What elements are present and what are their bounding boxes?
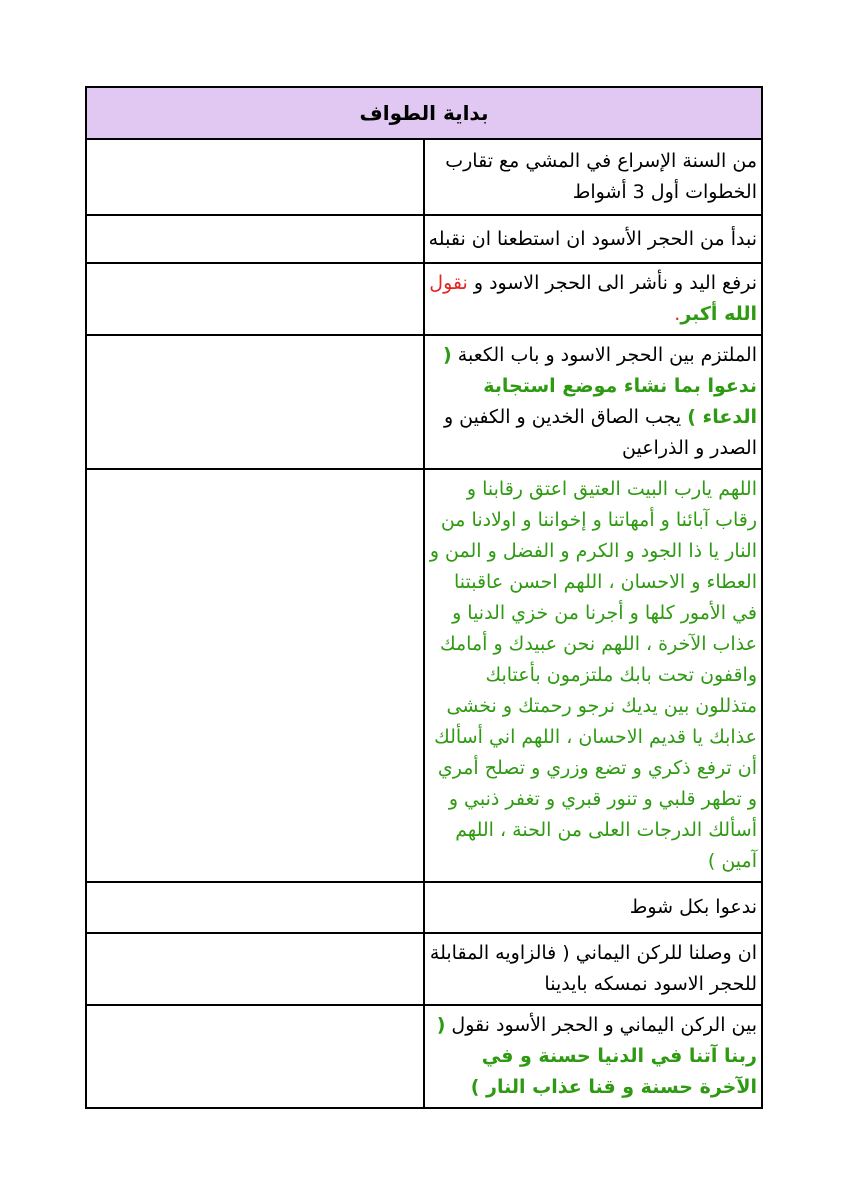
row-text: [424, 1005, 762, 1108]
empty-cell: [86, 469, 424, 882]
table-row: [86, 139, 762, 215]
row-text: ندعوا بكل شوط: [424, 882, 762, 933]
row-text: نبدأ من الحجر الأسود ان استطعنا ان نقبله: [424, 215, 762, 263]
dua-text: اللهم يارب البيت العتيق اعتق رقابنا و رقاب آبائنا و أمهاتنا و إخواننا و اولادنا من النار يا ذا الجود و الكرم و الفضل و المن و العطاء و الاحسان ، اللهم احسن عاقبتنا في الأمور كلها و أجرنا من خزي الدنيا و عذاب الآخرة ، اللهم نحن عبيدك و أمامك واقفون تحت بابك ملتزمون بأعتابك متذللون بين يديك نرجو رحمتك و نخشى عذابك يا قديم الاحسان ، اللهم اني أسألك أن ترفع ذكري و تضع وزري و تصلح أمري و تطهر قلبي و تنور قبري و تغفر ذنبي و أسألك الدرجات العلى من الحنة ، اللهم آمين ): [424, 469, 762, 882]
empty-cell: [86, 933, 424, 1005]
table-row: [86, 263, 762, 335]
empty-cell: [86, 215, 424, 263]
empty-cell: [86, 335, 424, 469]
table-header-row: [86, 87, 762, 139]
table-row: [86, 933, 762, 1005]
row-text: من السنة الإسراع في المشي مع تقارب الخطوات أول 3 أشواط: [424, 139, 762, 215]
row-text-red: نقول: [429, 272, 468, 294]
empty-cell: [86, 139, 424, 215]
tawaf-table: [85, 86, 763, 1109]
row-text: [424, 263, 762, 335]
empty-cell: [86, 263, 424, 335]
table-row: [86, 335, 762, 469]
table-title: بداية الطواف: [86, 87, 762, 139]
row-text-green: ( ربنا آتنا في الدنيا حسنة و في الآخرة حسنة و قنا عذاب النار ): [436, 1014, 757, 1098]
empty-cell: [86, 1005, 424, 1108]
table-row: [86, 1005, 762, 1108]
row-text-end: يجب الصاق الخدين و الكفين و الصدر و الذراعين: [443, 406, 757, 459]
table-row: [86, 882, 762, 933]
row-text-green: ( ندعوا بما نشاء موضع استجابة الدعاء ): [443, 344, 757, 428]
row-text-plain: بين الركن اليماني و الحجر الأسود نقول: [445, 1014, 757, 1036]
table-row: [86, 215, 762, 263]
row-text-green: الله أكبر: [680, 303, 757, 325]
row-text-end: .: [674, 303, 681, 325]
table-row: [86, 469, 762, 882]
row-text: ان وصلنا للركن اليماني ( فالزاويه المقابلة للحجر الاسود نمسكه بايدينا: [424, 933, 762, 1005]
row-text-plain: الملتزم بين الحجر الاسود و باب الكعبة: [451, 344, 757, 366]
empty-cell: [86, 882, 424, 933]
row-text: [424, 335, 762, 469]
row-text-plain: نرفع اليد و نأشر الى الحجر الاسود و: [467, 272, 757, 294]
